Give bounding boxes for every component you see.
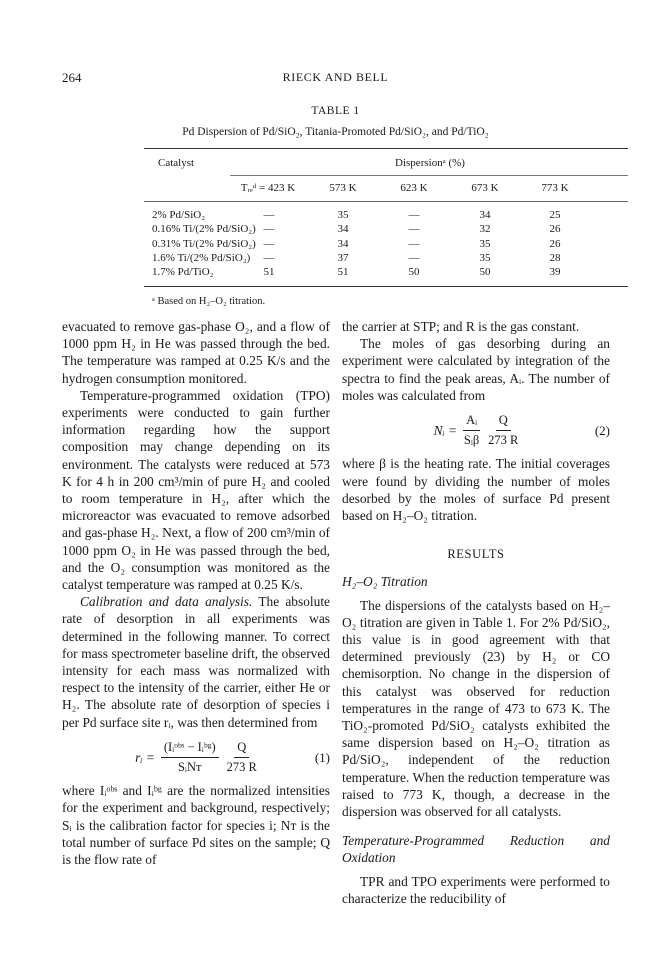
eq-fraction	[488, 412, 518, 449]
table-cell: 35	[479, 238, 491, 250]
table-cell: 34	[337, 223, 349, 235]
row-label: 1.7% Pd/TiO₂	[152, 266, 214, 278]
running-head: RIECK AND BELL	[282, 70, 389, 84]
table-cell: —	[263, 209, 275, 221]
table-cell: —	[408, 238, 420, 250]
table-cell: 26	[549, 223, 561, 235]
eq-fraction	[227, 739, 257, 776]
table-cell: 26	[549, 238, 561, 250]
table-cell: 28	[549, 252, 561, 264]
table-cell: —	[408, 223, 420, 235]
table-cell: —	[263, 252, 275, 264]
paragraph: The moles of gas desorbing during an experiment were calculated by integration of the spectra to find the peak areas, Aᵢ. The number of moles was calculated from	[342, 336, 610, 403]
subheader-773: 773 K	[541, 182, 569, 194]
table-number: TABLE 1	[311, 105, 360, 117]
row-label: 2% Pd/SiO₂	[152, 209, 206, 221]
table-cell: 51	[263, 266, 275, 278]
catalyst-column-header: Catalyst	[158, 157, 195, 169]
eq-numerator: Q	[234, 739, 249, 758]
subheader-573: 573 K	[329, 182, 357, 194]
table-title: Pd Dispersion of Pd/SiO₂, Titania-Promoted Pd/SiO₂, and Pd/TiO₂	[182, 126, 489, 138]
table-bottom-rule	[144, 286, 628, 287]
eq-fraction	[463, 412, 480, 449]
table-cell: 35	[337, 209, 349, 221]
paragraph: The dispersions of the catalysts based on H₂–O₂ titration are given in Table 1. For 2% Pd/SiO₂, this value is in good agreement with that determined previously (23) by H₂ or CO chemisorption. No change in the dispersion of this catalyst was observed for reduction temperatures in the range of 473 to 673 K. The TiO₂-promoted Pd/SiO₂ catalysts exhibited the same dispersion based on H₂–O₂ titration as Pd/SiO₂, independent of the reduction temperature. When the reduction temperature was raised to 773 K, though, a decrease in the dispersion was observed for all catalysts.	[342, 597, 610, 820]
row-label: 0.31% Ti/(2% Pd/SiO₂)	[152, 238, 256, 250]
table-cell: —	[408, 252, 420, 264]
eq-lhs: rᵢ =	[135, 749, 155, 765]
equation-number: (2)	[594, 423, 610, 439]
subheader-623: 623 K	[400, 182, 428, 194]
eq-denominator: 273 R	[488, 433, 519, 448]
page-header	[0, 70, 671, 86]
left-column	[62, 318, 330, 868]
eq-numerator: Aᵢ	[463, 412, 480, 431]
section-heading: RESULTS	[447, 547, 505, 562]
subsection-heading: Temperature-Programmed Reduction and Oxidation	[342, 833, 610, 866]
right-column	[342, 318, 610, 907]
table-top-rule	[144, 148, 628, 149]
table-cell: 37	[337, 252, 349, 264]
table-cell: 34	[337, 238, 349, 250]
paragraph: evacuated to remove gas-phase O₂, and a flow of 1000 ppm H₂ in He was passed through the bed. The temperature was ramped at 0.25 K/s and the hydrogen consumption monitored.	[62, 319, 330, 386]
subheader-423: Tᵣₑᵈ = 423 K	[240, 182, 296, 194]
eq-numerator: (Iᵢᵒᵇˢ − Iᵢᵇᵍ)	[161, 739, 219, 758]
table-cell: 35	[479, 252, 491, 264]
paragraph-text: The absolute rate of desorption in all experiments was determined in the following manner. To correct for mass spectrometer baseline drift, the observed intensity for each mass was normalized with respect to the intensity of the carrier, either He or H₂. The absolute rate of desorption of species i per Pd surface site rᵢ, was then determined from	[62, 594, 330, 730]
paragraph: where β is the heating rate. The initial coverages were found by dividing the number of moles desorbed by the moles of surface Pd present based on H₂–O₂ titration.	[342, 456, 610, 524]
dispersion-column-header: Dispersionᵃ (%)	[395, 157, 465, 169]
table-cell: 32	[479, 223, 491, 235]
eq-lhs: Nᵢ =	[433, 423, 458, 439]
paragraph	[62, 593, 330, 731]
paragraph: TPR and TPO experiments were performed to characterize the reducibility of	[342, 873, 610, 906]
row-label: 1.6% Ti/(2% Pd/SiO₂)	[152, 252, 251, 264]
eq-denominator: 273 R	[226, 760, 257, 775]
table-cell: 34	[479, 209, 491, 221]
table-cell: —	[408, 209, 420, 221]
dispersion-subrule	[230, 175, 628, 176]
table-cell: 51	[337, 266, 349, 278]
table-footnote: ᵃ Based on H₂–O₂ titration.	[152, 296, 266, 307]
table-cell: —	[263, 238, 275, 250]
paragraph: the carrier at STP; and R is the gas constant.	[342, 319, 580, 334]
table-header-rule	[144, 201, 628, 202]
eq-denominator: Sᵢβ	[463, 433, 480, 448]
subheader-673: 673 K	[471, 182, 499, 194]
inline-subheading: Calibration and data analysis.	[80, 594, 253, 610]
equation-number: (1)	[314, 749, 330, 765]
page-number: 264	[62, 70, 82, 85]
paragraph: Temperature-programmed oxidation (TPO) experiments were conducted to gain further information regarding how the support composition may change depending on its environment. The catalysts were reduced at 573 K for 4 h in 200 cm³/min of pure H₂ and cooled to room temperature in H₂, after which the microreactor was evacuated to remove adsorbed and gas-phase H₂. Next, a flow of 200 cm³/min of 1000 ppm O₂ in He was passed through the bed, and the O₂ consumption was monitored as the catalyst temperature was ramped at 0.25 K/s.	[62, 387, 330, 593]
table-cell: 39	[549, 266, 561, 278]
eq-numerator: Q	[496, 412, 511, 431]
row-label: 0.16% Ti/(2% Pd/SiO₂)	[152, 223, 256, 235]
table-cell: —	[263, 223, 275, 235]
eq-fraction	[161, 739, 219, 776]
subsection-heading: H₂–O₂ Titration	[342, 574, 428, 590]
table-cell: 50	[408, 266, 420, 278]
table-cell: 25	[549, 209, 561, 221]
eq-denominator: SᵢNᴛ	[177, 760, 202, 775]
table-cell: 50	[479, 266, 491, 278]
equation-1	[62, 739, 330, 776]
paragraph: where Iᵢᵒᵇˢ and Iᵢᵇᵍ are the normalized intensities for the experiment and background, respectively; Sᵢ is the calibration factor for species i; Nᴛ is the total number of surface Pd sites on the sample; Q is the flow rate of	[62, 783, 330, 868]
equation-2	[342, 412, 610, 449]
